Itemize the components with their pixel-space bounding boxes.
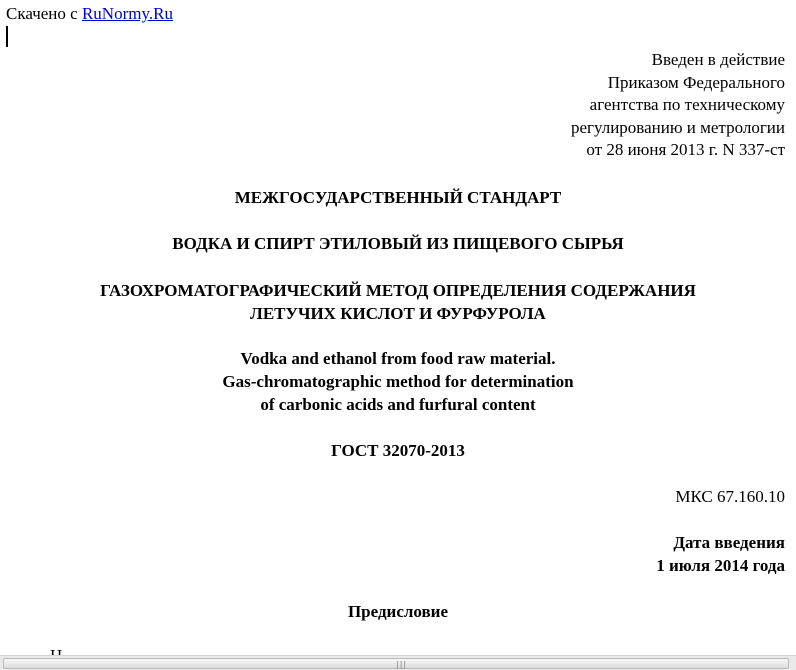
method-title-line: ЛЕТУЧИХ КИСЛОТ И ФУРФУРОЛА xyxy=(250,304,546,323)
source-prefix: Скачено с xyxy=(6,4,82,23)
introduction-date xyxy=(656,531,785,577)
enactment-line: Введен в действие xyxy=(651,50,785,69)
grip-icon: ||| xyxy=(396,660,408,669)
source-line xyxy=(6,4,173,24)
horizontal-scrollbar[interactable] xyxy=(0,655,796,670)
introduction-date-value: 1 июля 2014 года xyxy=(656,556,785,575)
method-title xyxy=(0,279,796,325)
method-title-line: ГАЗОХРОМАТОГРАФИЧЕСКИЙ МЕТОД ОПРЕДЕЛЕНИЯ СОДЕРЖАНИЯ xyxy=(100,281,696,300)
enactment-line: агентства по техническому xyxy=(589,95,785,115)
interstate-standard-heading: МЕЖГОСУДАРСТВЕННЫЙ СТАНДАРТ xyxy=(234,188,562,207)
product-title: ВОДКА И СПИРТ ЭТИЛОВЫЙ ИЗ ПИЩЕВОГО СЫРЬЯ xyxy=(172,234,624,253)
introduction-date-label: Дата введения xyxy=(673,533,785,552)
preface-heading: Предисловие xyxy=(347,602,449,621)
english-title xyxy=(0,347,796,416)
source-link[interactable]: RuNormy.Ru xyxy=(81,4,173,23)
enactment-note xyxy=(571,49,785,162)
english-title-line: Gas-chromatographic method for determination xyxy=(222,372,574,391)
gost-number: ГОСТ 32070-2013 xyxy=(331,441,465,460)
enactment-line: от 28 июня 2013 г. N 337-ст xyxy=(586,140,785,160)
enactment-line: регулированию и метрологии xyxy=(570,117,785,137)
mks-code: МКС 67.160.10 xyxy=(675,487,785,506)
enactment-line: Приказом Федерального xyxy=(607,72,785,92)
text-cursor xyxy=(6,26,8,47)
scrollbar-thumb[interactable] xyxy=(3,658,789,669)
english-title-line: of carbonic acids and furfural content xyxy=(260,395,536,414)
english-title-line: Vodka and ethanol from food raw material. xyxy=(240,349,556,368)
